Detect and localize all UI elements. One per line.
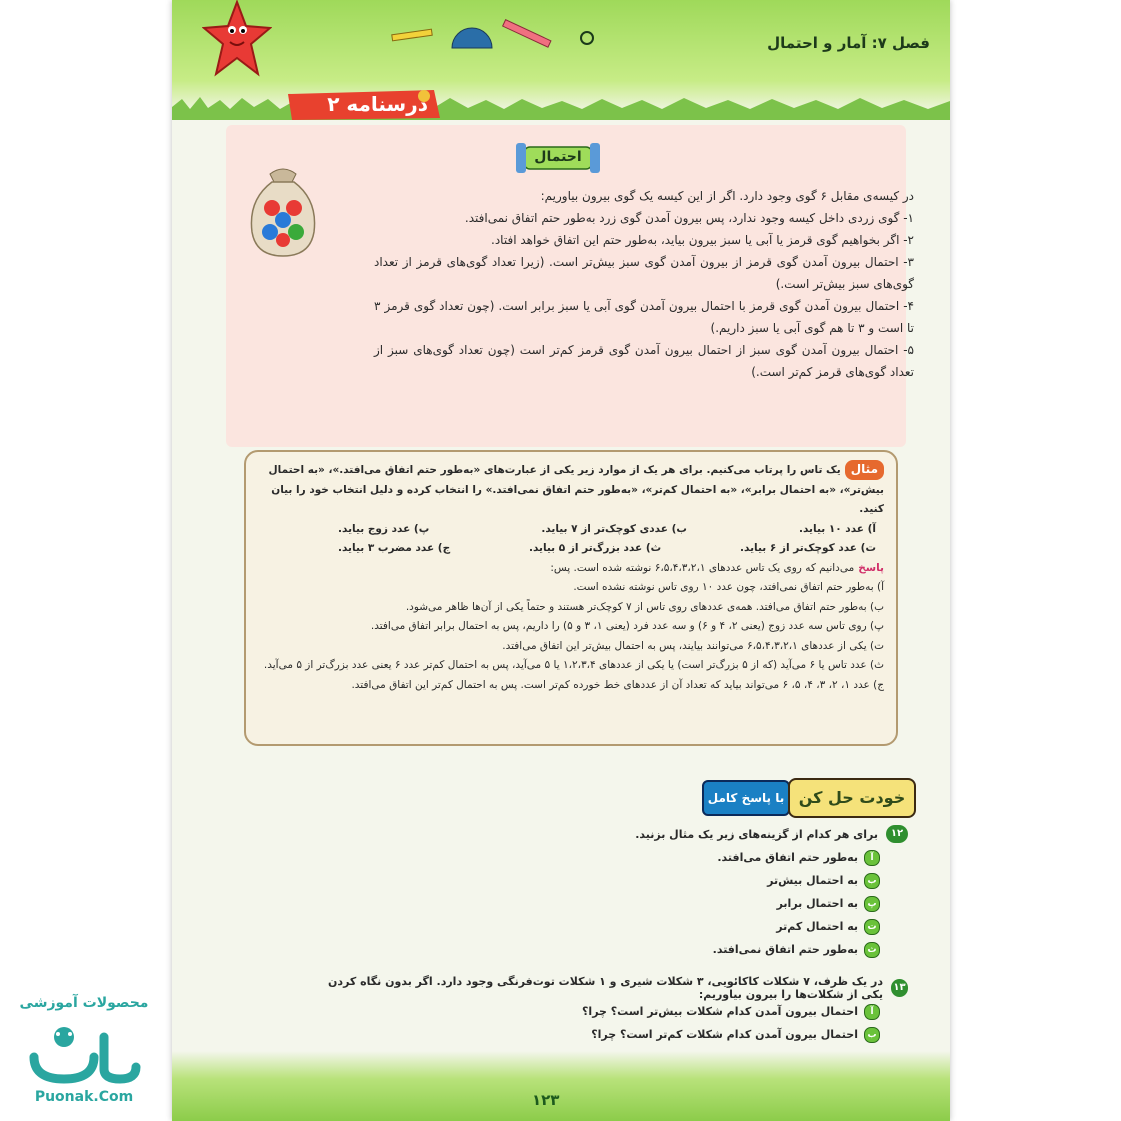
lesson-point: ۲- اگر بخواهیم گوی قرمز یا آبی یا سبز بیرون بیاید، به‌طور حتم این اتفاق خواهد افتاد. — [491, 233, 914, 247]
bullet-icon: ت — [864, 919, 880, 935]
lesson-intro: در کیسه‌ی مقابل ۶ گوی وجود دارد. اگر از این کیسه یک گوی بیرون بیاوریم: — [540, 189, 914, 203]
sub-item — [308, 938, 908, 961]
question-line — [308, 822, 908, 846]
example-option: پ) عدد زوج بیاید. — [338, 522, 430, 535]
bullet-icon: آ — [864, 1004, 880, 1020]
lesson-title-banner — [284, 88, 444, 122]
practice-title: خودت حل کن — [788, 778, 916, 818]
footer-band — [172, 1051, 950, 1121]
bullet-icon: ث — [864, 942, 880, 958]
answer-item: آ) به‌طور حتم اتفاق نمی‌افتد، چون عدد ۱۰ روی تاس نوشته نشده است. — [573, 581, 884, 593]
question-line — [308, 976, 908, 1000]
answer-item: ج) عدد ۱، ۲، ۳، ۴، ۵، ۶ می‌تواند بیاید که تعداد آن از عددهای خط خورده کم‌تر است. پس به احتمال کم‌تر این اتفاق می‌افتد. — [351, 678, 884, 691]
book-page — [172, 0, 950, 1121]
example-body — [258, 460, 884, 695]
example-question-line — [258, 460, 884, 520]
example-question: یک تاس را پرتاب می‌کنیم. برای هر یک از موارد زیر یکی از عبارت‌های «به‌طور حتم اتفاق می‌افتد.»، «به احتمال بیش‌تر»، «به احتمال برابر»، «به احتمال کم‌تر»، «به‌طور حتم اتفاق نمی‌افتد.» را انتخاب کرده و دلیل انتخاب خود را بیان کنید. — [268, 464, 884, 515]
sub-item-text: به احتمال کم‌تر — [776, 920, 858, 933]
question-number: ۱۳ — [891, 979, 908, 997]
question-text: در یک ظرف، ۷ شکلات کاکائویی، ۳ شکلات شیری و ۱ شکلات توت‌فرنگی وجود دارد. اگر بدون نگاه کردن یکی از شکلات‌ها را بیرون بیاوریم: — [328, 975, 883, 1001]
question-13 — [308, 976, 908, 1046]
sub-item-text: به احتمال برابر — [776, 897, 858, 910]
example-options-row — [258, 539, 884, 559]
example-box — [244, 450, 898, 746]
lesson-point: ۱- گوی زردی داخل کیسه وجود ندارد، پس بیرون آمدن گوی زرد به‌طور حتم اتفاق نمی‌افتد. — [464, 211, 914, 225]
sub-item — [308, 1000, 908, 1023]
bullet-icon: آ — [864, 850, 880, 866]
sub-item-text: به‌طور حتم اتفاق نمی‌افتد. — [712, 943, 858, 956]
brand-mark-icon — [24, 1017, 144, 1087]
example-option: ج) عدد مضرب ۳ بیاید. — [338, 542, 451, 554]
school-supplies-icon — [382, 18, 622, 58]
sub-item — [308, 915, 908, 938]
example-option: آ) عدد ۱۰ بیاید. — [799, 522, 876, 535]
example-option: ت) عدد کوچک‌تر از ۶ بیاید. — [740, 542, 876, 554]
sub-item — [308, 869, 908, 892]
example-option: ث) عدد بزرگ‌تر از ۵ بیاید. — [528, 542, 662, 554]
sub-item-text: به احتمال بیش‌تر — [767, 874, 858, 887]
starfish-mascot-icon — [202, 0, 272, 78]
answer-item: ت) یکی از عددهای ۶،۵،۴،۳،۲،۱ می‌توانند بیایند، پس به احتمال بیش‌تر این اتفاق می‌افتد. — [502, 639, 884, 652]
example-options-row — [258, 520, 884, 540]
answer-item: ث) عدد تاس یا ۶ می‌آید (که از ۵ بزرگ‌تر است) یا یکی از عددهای ۱،۲،۳،۴ یا ۵ می‌آید، پس به احتمال کم‌تر عدد ۶ یعنی عدد بزرگ‌تر از ۵ می‌آید. — [263, 659, 884, 671]
brand-url: Puonak.Com — [34, 1089, 134, 1105]
lesson-point: ۵- احتمال بیرون آمدن گوی سبز از احتمال بیرون آمدن گوی قرمز کم‌تر است (چون تعداد گوی‌های سبز از تعداد گوی‌های قرمز کم‌تر است.) — [374, 343, 914, 379]
topic-tag — [514, 143, 602, 173]
brand-logo — [4, 995, 164, 1115]
lesson-title: درسنامه ۲ — [327, 92, 428, 116]
sub-item — [308, 892, 908, 915]
question-12 — [308, 822, 908, 961]
sub-item — [308, 1023, 908, 1046]
bullet-icon: ب — [864, 873, 880, 889]
chapter-title: فصل ۷: آمار و احتمال — [767, 34, 930, 52]
brand-title: محصولات آموزشی — [19, 995, 149, 1011]
sub-item — [308, 846, 908, 869]
lesson-point: ۳- احتمال بیرون آمدن گوی قرمز از بیرون آمدن گوی سبز بیش‌تر است. (زیرا تعداد گوی‌های قرمز از تعداد گوی‌های سبز بیش‌تر است.) — [374, 255, 914, 291]
question-text: برای هر کدام از گزینه‌های زیر یک مثال بزنید. — [635, 827, 878, 841]
question-number: ۱۲ — [886, 825, 908, 843]
bullet-icon: پ — [864, 896, 880, 912]
bullet-icon: ب — [864, 1027, 880, 1043]
sub-item-text: به‌طور حتم اتفاق می‌افتد. — [717, 851, 858, 864]
answer-intro: می‌دانیم که روی یک تاس عددهای ۶،۵،۴،۳،۲،۱ نوشته شده است. پس: — [550, 561, 855, 574]
lesson-point: ۴- احتمال بیرون آمدن گوی قرمز با احتمال بیرون آمدن گوی آبی یا سبز برابر است. (چون تعداد گوی قرمز ۳ تا است و ۳ تا هم گوی آبی یا سبز داریم.) — [374, 299, 914, 335]
example-badge: مثال — [845, 460, 884, 480]
sub-item-text: احتمال بیرون آمدن کدام شکلات بیش‌تر است؟ چرا؟ — [582, 1005, 858, 1018]
page-number: ۱۲۳ — [532, 1091, 560, 1109]
answer-badge: پاسخ — [858, 561, 884, 574]
answer-item: پ) روی تاس سه عدد زوج (یعنی ۲، ۴ و ۶) و سه عدد فرد (یعنی ۱، ۳ و ۵) را داریم، پس به احتمال برابر اتفاق می‌افتد. — [370, 620, 884, 632]
sub-item-text: احتمال بیرون آمدن کدام شکلات کم‌تر است؟ چرا؟ — [591, 1028, 858, 1041]
answer-item: ب) به‌طور حتم اتفاق می‌افتد. همه‌ی عددهای روی تاس از ۷ کوچک‌تر هستند و حتماً یکی از آن‌ها ظاهر می‌شود. — [405, 600, 884, 613]
bag-of-balls-icon — [242, 160, 324, 260]
answer-intro-line — [258, 559, 884, 579]
practice-subheading: با پاسخ کامل — [702, 780, 790, 816]
topic-label: احتمال — [534, 149, 582, 165]
example-option: ب) عددی کوچک‌تر از ۷ بیاید. — [541, 522, 687, 535]
lesson-body — [374, 185, 914, 383]
practice-heading — [702, 780, 916, 814]
